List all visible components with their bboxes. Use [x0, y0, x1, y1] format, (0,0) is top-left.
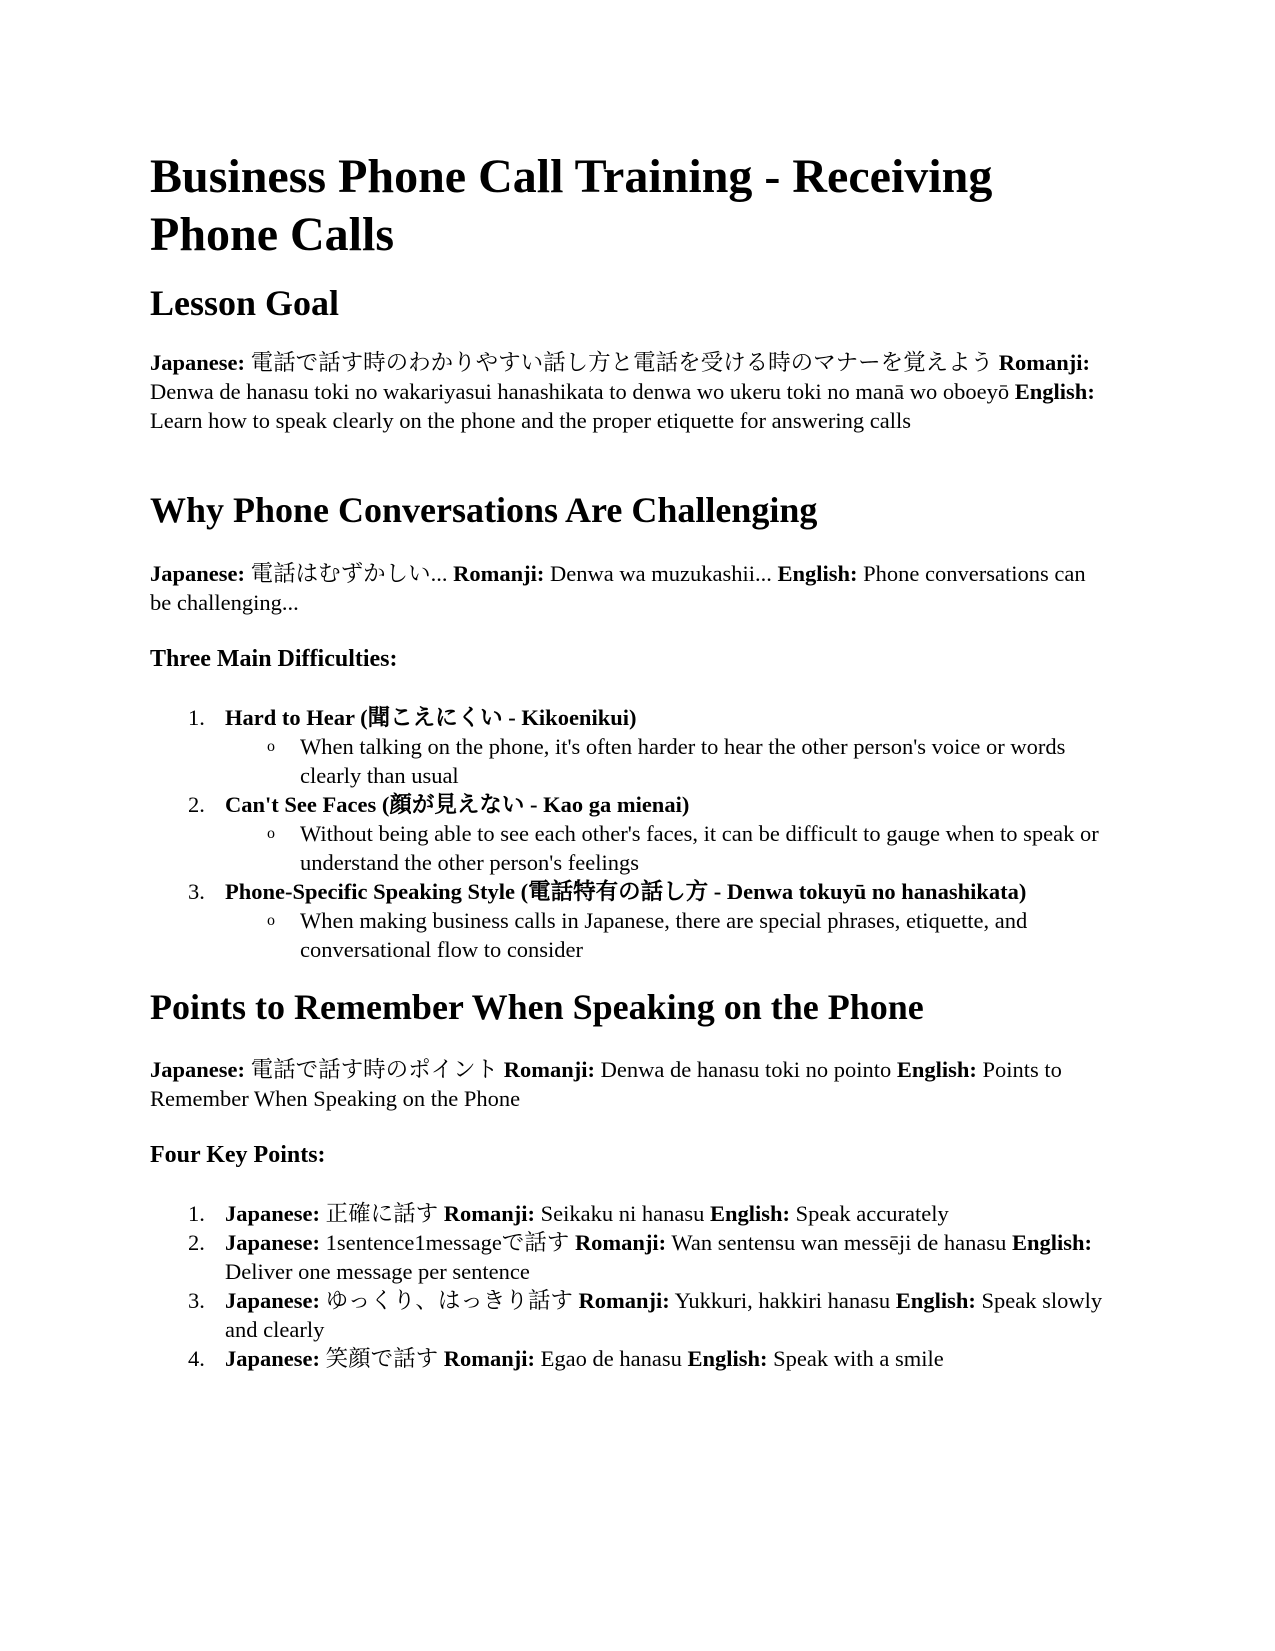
japanese-label: Japanese:: [150, 1057, 245, 1082]
romanji-label: Romanji:: [578, 1288, 670, 1313]
sub-list: [225, 906, 1125, 964]
points-paragraph: [150, 1055, 1105, 1113]
list-item: [150, 1228, 1125, 1286]
english-label: English:: [709, 1201, 791, 1226]
points-romanji: Denwa de hanasu toki no pointo: [600, 1057, 892, 1082]
japanese-label: Japanese:: [150, 561, 245, 586]
list-number: 2.: [188, 792, 205, 817]
list-number: 1.: [188, 705, 205, 730]
list-item: [150, 877, 1125, 964]
romanji-label: Romanji:: [574, 1230, 667, 1255]
list-number: 1.: [188, 1201, 205, 1226]
japanese-label: Japanese:: [225, 1201, 320, 1226]
list-item: [150, 1344, 1125, 1373]
difficulty-detail: Without being able to see each other's faces, it can be difficult to gauge when to speak or understand the other person's feelings: [300, 821, 1099, 875]
list-item: [150, 703, 1125, 790]
points-english: Points to Remember When Speaking on the Phone: [150, 1057, 1062, 1111]
point-japanese: 笑顔で話す: [325, 1346, 439, 1371]
why-challenging-romanji: Denwa wa muzukashii...: [550, 561, 772, 586]
list-number: 3.: [188, 879, 205, 904]
sub-list-item: [225, 819, 1100, 877]
circle-bullet-icon: o: [267, 825, 275, 842]
circle-bullet-icon: o: [267, 738, 275, 755]
lesson-goal-romanji: Denwa de hanasu toki no wakariyasui hanashikata to denwa wo ukeru toki no manā wo oboeyō: [150, 379, 1010, 404]
lesson-goal-heading: Lesson Goal: [150, 283, 340, 323]
romanji-label: Romanji:: [503, 1057, 596, 1082]
lesson-goal-japanese: 電話で話す時のわかりやすい話し方と電話を受ける時のマナーを覚えよう: [250, 350, 994, 375]
english-label: English:: [896, 1057, 977, 1082]
points-japanese: 電話で話す時のポイント: [250, 1057, 499, 1082]
point-romanji: Egao de hanasu: [540, 1346, 682, 1371]
english-label: English:: [895, 1288, 976, 1313]
points-heading: Points to Remember When Speaking on the Phone: [150, 987, 924, 1027]
list-number: 4.: [188, 1346, 205, 1371]
list-number: 3.: [188, 1288, 205, 1313]
sub-list-item: [225, 732, 1100, 790]
difficulty-title: Phone-Specific Speaking Style (電話特有の話し方 - Denwa tokuyū no hanashikata): [225, 879, 1027, 904]
english-label: English:: [1014, 379, 1095, 404]
difficulties-subheading: Three Main Difficulties:: [150, 646, 398, 672]
point-romanji: Yukkuri, hakkiri hanasu: [674, 1288, 891, 1313]
point-english: Speak accurately: [795, 1201, 949, 1226]
list-number: 2.: [188, 1230, 205, 1255]
point-japanese: 1sentence1messageで話す: [325, 1230, 570, 1255]
sub-list-item: [225, 906, 1100, 964]
point-english: Speak slowly and clearly: [225, 1288, 1103, 1342]
lesson-goal-paragraph: [150, 348, 1105, 435]
point-english: Speak with a smile: [773, 1346, 944, 1371]
difficulty-title: Hard to Hear (聞こえにくい - Kikoenikui): [225, 705, 637, 730]
romanji-label: Romanji:: [443, 1346, 536, 1371]
point-english: Deliver one message per sentence: [225, 1259, 530, 1284]
sub-list: [225, 732, 1125, 790]
point-japanese: 正確に話す: [325, 1201, 439, 1226]
list-item: [150, 1199, 1125, 1228]
point-romanji: Seikaku ni hanasu: [540, 1201, 705, 1226]
difficulty-detail: When making business calls in Japanese, there are special phrases, etiquette, and conversational flow to consider: [300, 908, 1028, 962]
english-label: English:: [687, 1346, 768, 1371]
difficulty-title: Can't See Faces (顔が見えない - Kao ga mienai): [225, 792, 690, 817]
circle-bullet-icon: o: [267, 912, 275, 929]
romanji-label: Romanji:: [443, 1201, 536, 1226]
romanji-label: Romanji:: [453, 561, 545, 586]
why-challenging-paragraph: [150, 559, 1105, 617]
page-title: Business Phone Call Training - Receiving Phone Calls: [150, 150, 993, 261]
point-romanji: Wan sentensu wan messēji de hanasu: [671, 1230, 1007, 1255]
english-label: English:: [1012, 1230, 1093, 1255]
japanese-label: Japanese:: [150, 350, 245, 375]
japanese-label: Japanese:: [225, 1288, 320, 1313]
point-japanese: ゆっくり、はっきり話す: [325, 1288, 573, 1313]
why-challenging-japanese: 電話はむずかしい...: [250, 561, 448, 586]
list-item: [150, 790, 1125, 877]
japanese-label: Japanese:: [225, 1230, 320, 1255]
why-challenging-english: Phone conversations can be challenging...: [150, 561, 1086, 615]
english-label: English:: [777, 561, 858, 586]
difficulties-list: [150, 703, 1125, 964]
japanese-label: Japanese:: [225, 1346, 320, 1371]
lesson-goal-english: Learn how to speak clearly on the phone and the proper etiquette for answering calls: [150, 408, 911, 433]
key-points-subheading: Four Key Points:: [150, 1142, 326, 1168]
difficulty-detail: When talking on the phone, it's often harder to hear the other person's voice or words clearly than usual: [300, 734, 1066, 788]
sub-list: [225, 819, 1125, 877]
why-challenging-heading: Why Phone Conversations Are Challenging: [150, 490, 818, 530]
romanji-label: Romanji:: [998, 350, 1091, 375]
list-item: [150, 1286, 1125, 1344]
key-points-list: [150, 1199, 1125, 1373]
